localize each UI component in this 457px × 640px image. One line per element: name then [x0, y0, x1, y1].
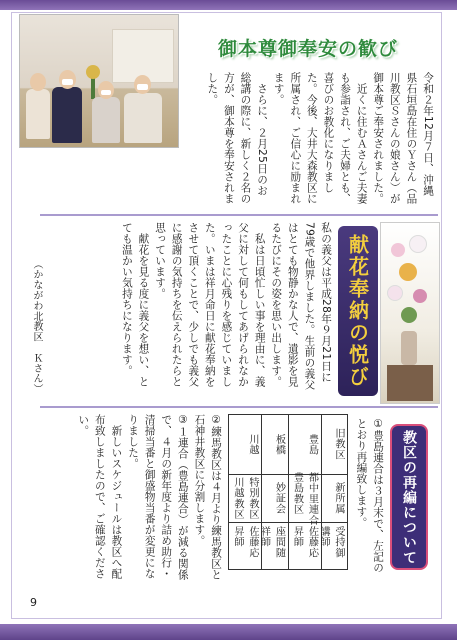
article2-body: 私の義父は平成28年９月21日に79歳で他界しました。生前の義父はとても物静かな人で、遺影を見るたびにその姿を思い出します。 私は日頃忙しい事を理由に、義父に対して何もしてあげられなかったことに心残りを感じていました。いまは祥月命日に献花奉納をさせて頂くことで、少しでも義父に感謝の気持ちを伝えられたらと思っています。 献花を見る度に義父を想い、とても温かい気持ちになります。: [120, 222, 332, 391]
blossom: [409, 235, 427, 253]
person: [92, 97, 120, 143]
article3-intro: ①豊島連合は３月末で、左記のとおり再編致します。: [355, 418, 384, 574]
table-header-new: 新所属: [322, 475, 348, 523]
mask: [101, 90, 111, 95]
table-cell: 妙証会: [262, 475, 288, 523]
top-band: [0, 0, 457, 10]
table-cell: 豊島: [289, 415, 321, 475]
vase: [401, 331, 417, 365]
table-cell: 座間随祥師: [258, 526, 285, 559]
flower-offering-photo: [380, 222, 440, 404]
article3-title: 教区の再編について: [390, 424, 428, 570]
table-row: [258, 415, 288, 569]
reorganization-table: [228, 414, 348, 570]
table-cell: 川越: [229, 415, 261, 475]
table-cell: 都中里連合 豊島教区: [289, 475, 321, 523]
group-photo: [19, 14, 179, 148]
person: [26, 89, 50, 139]
article2-signature: （かながわ北教区 Ｋさん）: [31, 258, 42, 394]
table-cell: 佐藤応昇師: [291, 526, 318, 559]
divider-bottom: [40, 406, 438, 408]
table-cell: 特別教区 川越教区: [229, 475, 261, 523]
article3-body: ②練馬教区は４月より練馬教区と石神井教区に分割します。 ③１連合（豊島連合）が減る関係で、４月の新年度より詰め助行・清掃当番と御盛物当番が変更になりました。 新しいスケジュールは教区へ配布致しましたので、ご確認ください。: [77, 414, 222, 581]
flower-stem: [91, 77, 95, 99]
divider-top: [40, 214, 438, 216]
table-cell: 板橋: [262, 415, 288, 475]
table-cell: 佐藤応昇師: [232, 526, 258, 559]
bottom-band: [0, 624, 457, 640]
blossom: [399, 263, 417, 281]
article1-body: 令和２年12月７日、沖縄県石垣島在住のＹさん（品川教区Ｓさんの娘さん）が御本尊ご奉安されました。 近くに住むＡさんご夫妻も参詣され、ご夫婦とも、喜びのお教化になりました。今後、大井大森教区に所属され、ご信心に励まれます。 さらに、２月25日のお総講の際に、新しく２名の方が、御本尊を奉安されました。: [206, 72, 434, 204]
person-head: [30, 73, 46, 91]
blossom: [413, 289, 427, 303]
table-header-lecturer: 受持御講師: [318, 526, 344, 559]
blossom: [387, 285, 403, 301]
mask: [62, 79, 73, 85]
person: [124, 93, 162, 143]
page-number: 9: [30, 596, 37, 609]
table-column-header: [318, 415, 348, 569]
article2-title: 献花奉納の悦び: [338, 226, 378, 396]
flower: [86, 65, 100, 79]
blossom: [391, 243, 405, 257]
stand: [387, 365, 433, 401]
table-header-old: 旧教区: [322, 415, 348, 475]
article1-title: 御本尊御奉安の歓び: [217, 37, 398, 60]
mask: [137, 84, 148, 90]
leaves: [401, 307, 417, 323]
person: [52, 87, 82, 143]
